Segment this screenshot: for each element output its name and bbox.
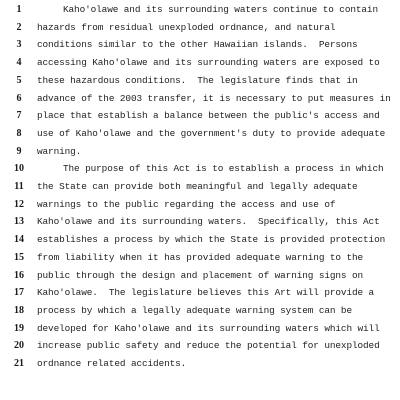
line-text: place that establish a balance between the public's access and [37, 110, 380, 122]
line-18 [0, 302, 400, 319]
line-number: 20 [14, 340, 24, 352]
line-number: 5 [16, 74, 22, 86]
line-text: the State can provide both meaningful and legally adequate [37, 181, 358, 192]
line-10 [0, 160, 400, 177]
line-number: 1 [16, 4, 22, 15]
line-text: ordnance related accidents. [37, 358, 187, 369]
line-20 [0, 337, 400, 354]
line-12 [0, 196, 400, 213]
line-text: from liability when it has provided adequate warning to the [37, 251, 364, 263]
line-text: advance of the 2003 transfer, it is necessary to put measures in [37, 92, 391, 104]
line-number: 21 [14, 358, 24, 369]
line-text: accessing Kaho'olawe and its surrounding waters are exposed to [37, 57, 380, 69]
line-number: 11 [14, 181, 24, 192]
line-number: 14 [14, 234, 24, 246]
line-text: warnings to the public regarding the access and use of [37, 198, 336, 210]
line-text: Kaho'olawe and its surrounding waters. Specifically, this Act [37, 216, 380, 228]
line-text: conditions similar to the other Hawaiian islands. Persons [37, 39, 358, 51]
line-number: 19 [14, 322, 24, 334]
line-text: these hazardous conditions. The legislature finds that in [37, 74, 358, 86]
line-number: 2 [16, 21, 22, 33]
line-number: 18 [14, 304, 24, 316]
line-number: 8 [16, 127, 22, 139]
line-text: use of Kaho'olawe and the government's duty to provide adequate [37, 127, 386, 139]
line-9 [0, 143, 400, 160]
line-text: Kaho'olawe. The legislature believes this Art will provide a [37, 287, 375, 299]
line-6 [0, 90, 400, 107]
line-number: 16 [14, 269, 24, 281]
line-number: 13 [14, 216, 24, 228]
line-16 [0, 267, 400, 284]
line-14 [0, 231, 400, 248]
line-text: hazards from residual unexploded ordnance, and natural [37, 21, 336, 33]
line-19 [0, 320, 400, 337]
line-number: 6 [16, 92, 22, 104]
line-number: 10 [14, 163, 24, 175]
line-8 [0, 125, 400, 142]
line-number: 7 [16, 110, 22, 122]
line-text: Kaho'olawe and its surrounding waters continue to contain [63, 4, 378, 15]
line-number: 12 [14, 198, 24, 210]
line-7 [0, 107, 400, 124]
line-text: establishes a process by which the State is provided protection [37, 234, 386, 246]
line-15 [0, 249, 400, 266]
line-text: increase public safety and reduce the potential for unexploded [37, 340, 380, 352]
line-21 [0, 355, 400, 372]
line-text: The purpose of this Act is to establish a process in which [63, 163, 384, 175]
line-1 [0, 1, 400, 18]
line-2 [0, 19, 400, 36]
line-number: 17 [14, 287, 24, 299]
line-4 [0, 54, 400, 71]
line-17 [0, 284, 400, 301]
line-number: 4 [16, 57, 22, 69]
line-5 [0, 72, 400, 89]
line-text: developed for Kaho'olawe and its surrounding waters which will [37, 322, 380, 334]
line-number: 9 [16, 145, 22, 157]
line-11 [0, 178, 400, 195]
line-text: process by which a legally adequate warning system can be [37, 304, 352, 316]
line-text: public through the design and placement of warning signs on [37, 269, 364, 281]
line-number: 15 [14, 251, 24, 263]
line-13 [0, 213, 400, 230]
line-text: warning. [37, 145, 82, 157]
line-3 [0, 36, 400, 53]
line-number: 3 [16, 39, 22, 51]
